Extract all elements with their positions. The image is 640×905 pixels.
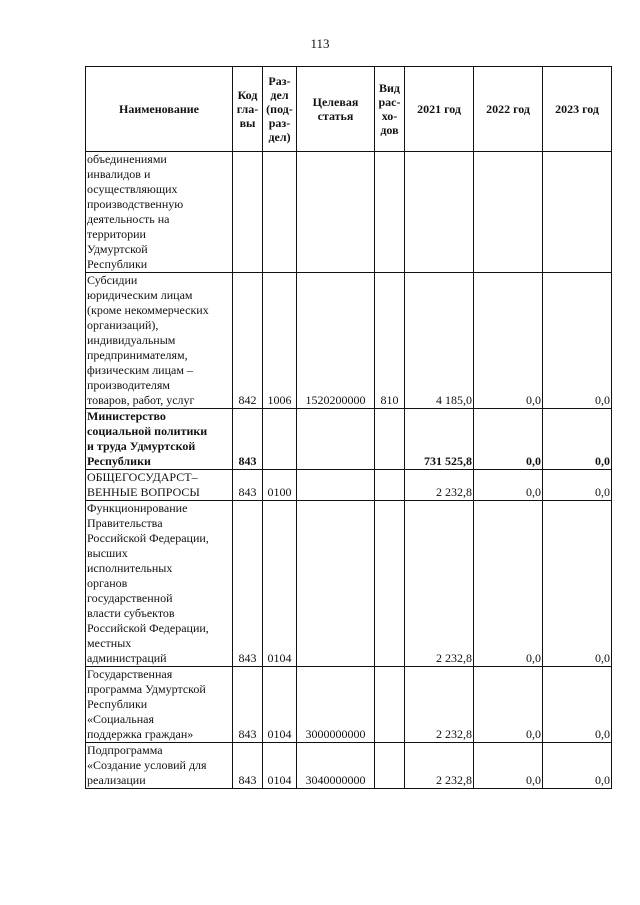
cell-2023: 0,0 (543, 501, 612, 667)
cell-2021 (405, 152, 474, 273)
header-expense: Вид рас- хо- дов (375, 67, 405, 152)
cell-2021: 2 232,8 (405, 667, 474, 743)
cell-name: Государственная программа Удмуртской Республики «Социальная поддержка граждан» (86, 667, 233, 743)
cell-code: 843 (233, 470, 263, 501)
cell-code: 843 (233, 501, 263, 667)
cell-2023 (543, 152, 612, 273)
cell-2022: 0,0 (474, 501, 543, 667)
table-row (86, 152, 612, 273)
cell-code (233, 152, 263, 273)
cell-2021: 731 525,8 (405, 409, 474, 470)
header-name: Наименование (86, 67, 233, 152)
cell-target: 1520200000 (297, 273, 375, 409)
budget-table (85, 66, 612, 789)
cell-2022: 0,0 (474, 273, 543, 409)
cell-2021: 2 232,8 (405, 501, 474, 667)
cell-section (263, 409, 297, 470)
cell-target (297, 470, 375, 501)
header-target: Целевая статья (297, 67, 375, 152)
cell-2021: 2 232,8 (405, 470, 474, 501)
cell-2022: 0,0 (474, 470, 543, 501)
table-row (86, 743, 612, 789)
cell-code: 843 (233, 743, 263, 789)
cell-2022 (474, 152, 543, 273)
cell-2023: 0,0 (543, 273, 612, 409)
cell-target (297, 501, 375, 667)
table-row (86, 409, 612, 470)
cell-target: 3000000000 (297, 667, 375, 743)
cell-name: Субсидии юридическим лицам (кроме некоммерческих организаций), индивидуальным предпринимателям, физическим лицам – производителям товаров, работ, услуг (86, 273, 233, 409)
cell-2022: 0,0 (474, 409, 543, 470)
page-number: 113 (310, 36, 330, 51)
cell-section: 0104 (263, 667, 297, 743)
cell-code: 842 (233, 273, 263, 409)
header-2023: 2023 год (543, 67, 612, 152)
cell-section: 0100 (263, 470, 297, 501)
cell-name: Министерство социальной политики и труда Удмуртской Республики (86, 409, 233, 470)
cell-expense: 810 (375, 273, 405, 409)
cell-expense (375, 152, 405, 273)
cell-name: Функционирование Правительства Российской Федерации, высших исполнительных органов государственной власти субъектов Российской Федерации, местных администраций (86, 501, 233, 667)
cell-2023: 0,0 (543, 667, 612, 743)
cell-name: ОБЩЕГОСУДАРСТ– ВЕННЫЕ ВОПРОСЫ (86, 470, 233, 501)
cell-code: 843 (233, 409, 263, 470)
cell-2022: 0,0 (474, 743, 543, 789)
cell-2023: 0,0 (543, 743, 612, 789)
cell-name: Подпрограмма «Создание условий для реализации (86, 743, 233, 789)
table-row (86, 470, 612, 501)
table-body (86, 152, 612, 789)
cell-2021: 2 232,8 (405, 743, 474, 789)
cell-code: 843 (233, 667, 263, 743)
header-code: Код гла- вы (233, 67, 263, 152)
cell-section: 1006 (263, 273, 297, 409)
table-row (86, 273, 612, 409)
cell-expense (375, 470, 405, 501)
table-header-row (86, 67, 612, 152)
cell-target (297, 409, 375, 470)
cell-expense (375, 501, 405, 667)
table-row (86, 667, 612, 743)
cell-section: 0104 (263, 501, 297, 667)
header-2022: 2022 год (474, 67, 543, 152)
cell-2023: 0,0 (543, 409, 612, 470)
cell-section: 0104 (263, 743, 297, 789)
cell-expense (375, 667, 405, 743)
cell-target: 3040000000 (297, 743, 375, 789)
cell-name: объединениями инвалидов и осуществляющих производственную деятельность на территории Удмуртской Республики (86, 152, 233, 273)
cell-2023: 0,0 (543, 470, 612, 501)
cell-section (263, 152, 297, 273)
cell-target (297, 152, 375, 273)
cell-expense (375, 743, 405, 789)
header-section: Раз- дел (под- раз- дел) (263, 67, 297, 152)
cell-expense (375, 409, 405, 470)
cell-2021: 4 185,0 (405, 273, 474, 409)
cell-2022: 0,0 (474, 667, 543, 743)
header-2021: 2021 год (405, 67, 474, 152)
table-row (86, 501, 612, 667)
